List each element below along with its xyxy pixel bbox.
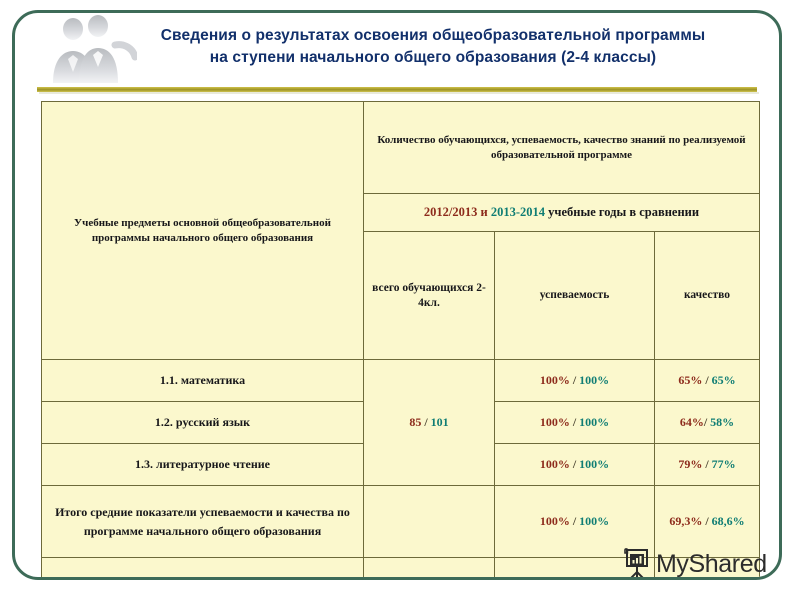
quality-year-2: 65% — [711, 373, 736, 387]
performance-year-1: 100% — [539, 373, 570, 387]
column-header-quality: качество — [655, 232, 760, 360]
performance-separator: / — [572, 373, 577, 387]
column-header-total: всего обучающихся 2-4кл. — [364, 232, 495, 360]
total-separator: / — [424, 415, 428, 429]
performance-cell — [495, 402, 655, 444]
title-divider-shadow — [39, 92, 759, 94]
page-title-line-2: на ступени начального общего образования (2-4 классы) — [209, 49, 657, 66]
total-students-cell — [364, 360, 495, 486]
years-comparison-cell — [364, 194, 760, 232]
table-row-metrics-header — [42, 102, 760, 194]
subjects-header-cell: Учебные предметы основной общеобразовательной программы начального общего образования — [42, 102, 364, 360]
quality-cell — [655, 360, 760, 402]
quality-year-2: 58% — [710, 415, 735, 429]
performance-cell — [495, 360, 655, 402]
year-1-label: 2012/2013 — [423, 205, 478, 219]
years-and: и — [480, 205, 488, 219]
slide-frame — [12, 10, 782, 580]
performance-year-1: 100% — [539, 514, 570, 528]
performance-year-1: 100% — [539, 457, 570, 471]
blank-cell — [364, 558, 495, 581]
column-header-performance: успеваемость — [495, 232, 655, 360]
table-row-blank — [42, 558, 760, 581]
performance-year-1: 100% — [539, 415, 570, 429]
quality-cell — [655, 402, 760, 444]
years-tail: учебные годы в сравнении — [548, 205, 700, 219]
performance-separator: / — [572, 415, 577, 429]
quality-year-1: 64% — [679, 415, 704, 429]
table-row-totals — [42, 486, 760, 558]
title-band — [15, 13, 779, 91]
quality-year-1: 79% — [678, 457, 703, 471]
page-title — [103, 25, 763, 69]
myshared-label: MyShared — [656, 549, 767, 578]
subject-name: 1.1. математика — [42, 360, 364, 402]
performance-year-2: 100% — [579, 457, 610, 471]
performance-separator: / — [572, 514, 577, 528]
blank-cell — [42, 558, 364, 581]
quality-separator: / — [705, 457, 709, 471]
metrics-header-cell: Количество обучающихся, успеваемость, качество знаний по реализуемой образовательной программе — [364, 102, 760, 194]
table-row — [42, 360, 760, 402]
blank-cell — [495, 558, 655, 581]
performance-year-2: 100% — [579, 514, 610, 528]
quality-cell — [655, 486, 760, 558]
total-year-2: 101 — [430, 415, 449, 429]
quality-year-2: 77% — [711, 457, 736, 471]
quality-separator: / — [705, 514, 709, 528]
quality-year-2: 68,6% — [711, 514, 745, 528]
total-year-1: 85 — [409, 415, 422, 429]
quality-year-1: 69,3% — [669, 514, 703, 528]
performance-cell — [495, 444, 655, 486]
blank-cell — [655, 558, 760, 581]
performance-year-2: 100% — [579, 373, 610, 387]
quality-separator: / — [705, 373, 709, 387]
results-table — [41, 101, 760, 580]
totals-empty-cell — [364, 486, 495, 558]
year-2-label: 2013-2014 — [490, 205, 546, 219]
performance-separator: / — [572, 457, 577, 471]
page-title-line-1: Сведения о результатах освоения общеобразовательной программы — [160, 27, 706, 44]
subject-name: 1.3. литературное чтение — [42, 444, 364, 486]
quality-separator: / — [703, 415, 708, 429]
quality-year-1: 65% — [678, 373, 703, 387]
subject-name: 1.2. русский язык — [42, 402, 364, 444]
performance-year-2: 100% — [579, 415, 610, 429]
quality-cell — [655, 444, 760, 486]
performance-cell — [495, 486, 655, 558]
totals-label: Итого средние показатели успеваемости и качества по программе начального общего образования — [42, 486, 364, 558]
